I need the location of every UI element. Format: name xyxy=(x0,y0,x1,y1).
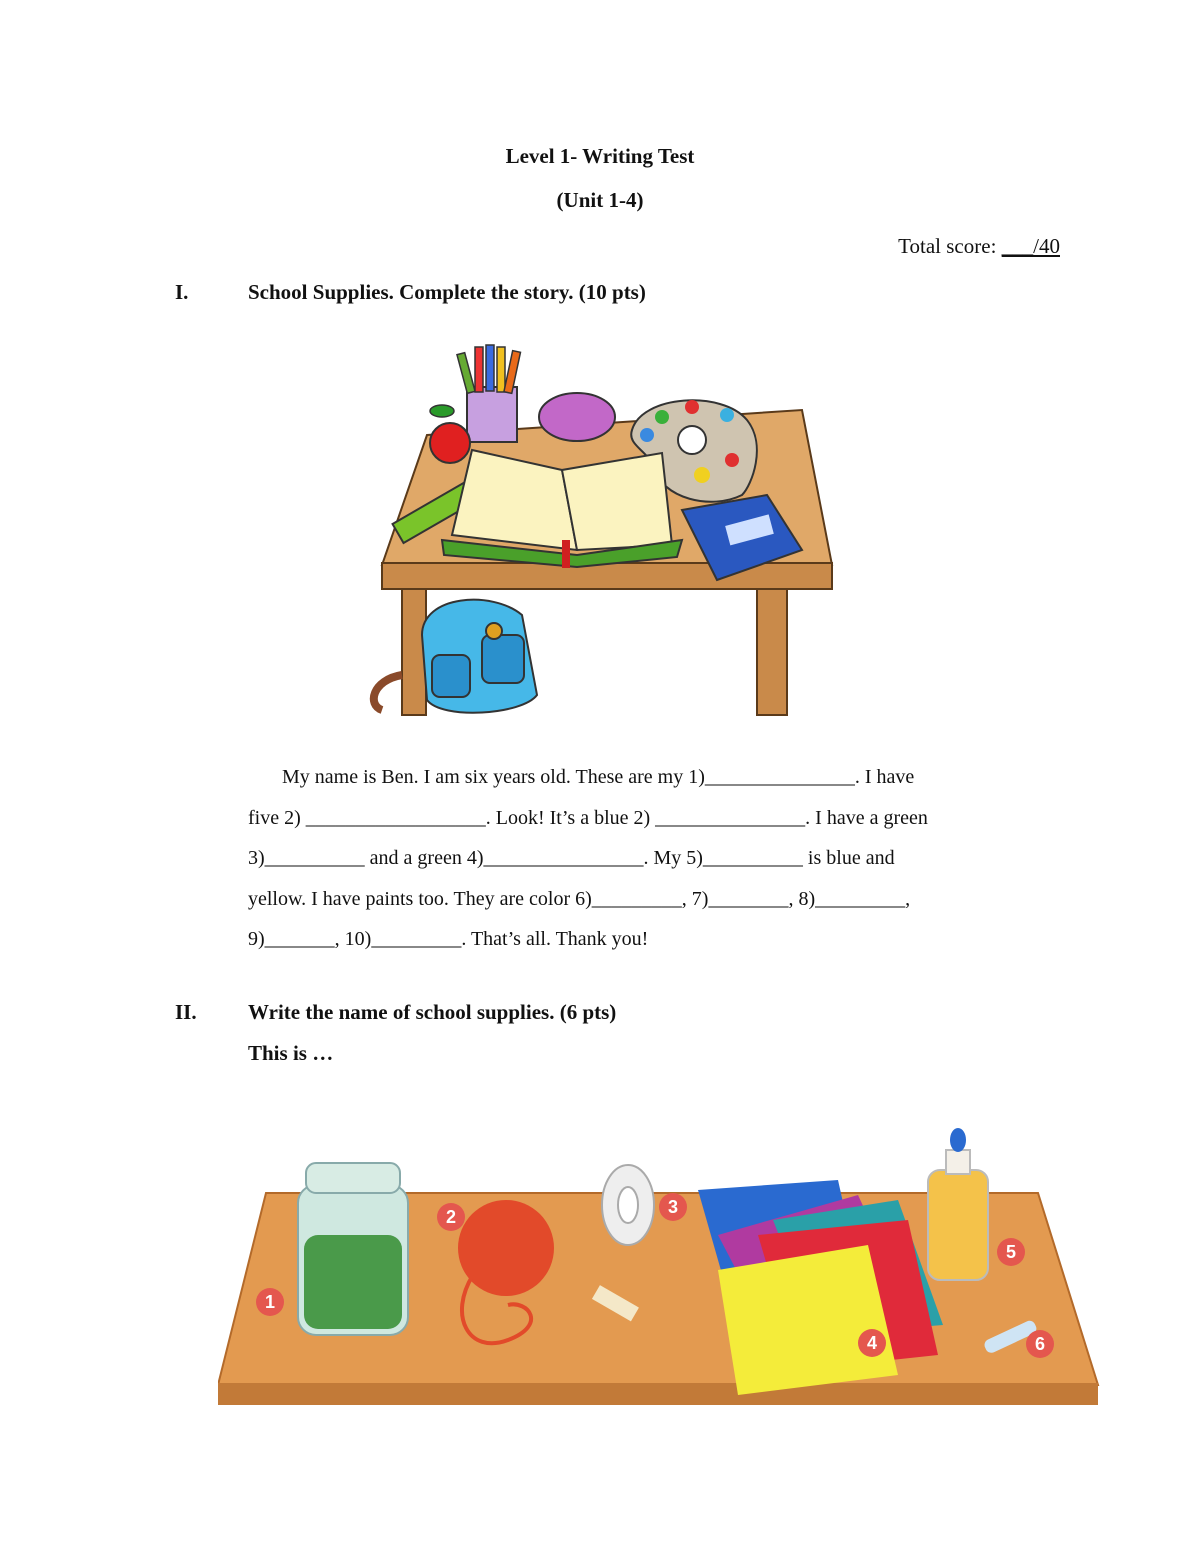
desk-supplies-illustration xyxy=(362,335,842,720)
story-line: yellow. I have paints too. They are color 6)_________, 7)________, 8)_________, xyxy=(248,887,911,910)
marker-2: 2 xyxy=(445,1207,457,1227)
section-2-number: II. xyxy=(175,1000,197,1024)
section-1-title: School Supplies. Complete the story. (10 pts) xyxy=(248,280,646,304)
marker-5: 5 xyxy=(1005,1242,1017,1262)
story-line: 9)_______, 10)_________. That’s all. Thank you! xyxy=(248,928,649,950)
marker-4: 4 xyxy=(866,1333,878,1353)
section-1-number: I. xyxy=(175,280,189,304)
section-2-prompt: This is … xyxy=(248,1041,334,1065)
total-score xyxy=(898,234,1060,259)
story-line: My name is Ben. I am six years old. These are my 1)_______________. I have xyxy=(282,766,915,788)
marker-3: 3 xyxy=(667,1197,679,1217)
marker-1: 1 xyxy=(264,1292,276,1312)
score-label: Total score: xyxy=(898,234,997,258)
story-paragraph xyxy=(248,757,1058,960)
test-title: Level 1- Writing Test xyxy=(505,144,695,168)
marker-6: 6 xyxy=(1034,1334,1046,1354)
story-line: five 2) __________________. Look! It’s a blue 2) _______________. I have a green xyxy=(248,806,928,829)
shelf-supplies-illustration xyxy=(218,1125,1103,1410)
test-subtitle: (Unit 1-4) xyxy=(556,188,644,212)
story-line: 3)__________ and a green 4)________________. My 5)__________ is blue and xyxy=(248,847,895,869)
section-2-title: Write the name of school supplies. (6 pts) xyxy=(248,1000,617,1024)
score-value: ___/40 xyxy=(1001,234,1060,258)
